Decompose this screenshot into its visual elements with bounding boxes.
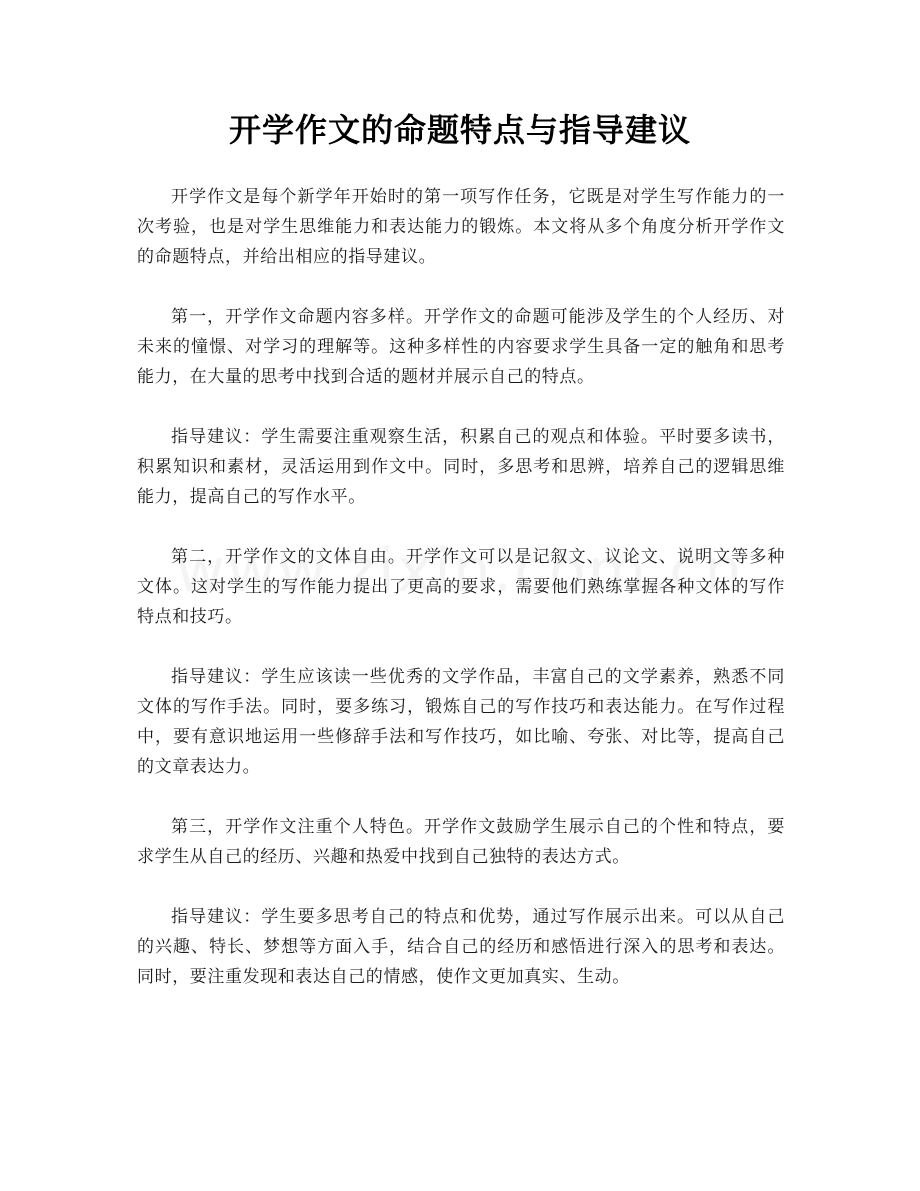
paragraph-point-1: 第一，开学作文命题内容多样。开学作文的命题可能涉及学生的个人经历、对未来的憧憬、对学习的理解等。这种多样性的内容要求学生具备一定的触角和思考能力，在大量的思考中找到合适的题材并展示自己的特点。 <box>137 307 785 387</box>
paragraph-point-3: 第三，开学作文注重个人特色。开学作文鼓励学生展示自己的个性和特点，要求学生从自己的经历、兴趣和热爱中找到自己独特的表达方式。 <box>137 817 785 867</box>
paragraph-intro: 开学作文是每个新学年开始时的第一项写作任务，它既是对学生写作能力的一次考验，也是对学生思维能力和表达能力的锻炼。本文将从多个角度分析开学作文的命题特点，并给出相应的指导建议。 <box>137 187 785 267</box>
page-title: 开学作文的命题特点与指导建议 <box>228 111 691 149</box>
document-body <box>137 182 785 1022</box>
paragraph-advice-3: 指导建议：学生要多思考自己的特点和优势，通过写作展示出来。可以从自己的兴趣、特长、梦想等方面入手，结合自己的经历和感悟进行深入的思考和表达。同时，要注重发现和表达自己的情感，使作文更加真实、生动。 <box>137 907 785 987</box>
paragraph-point-2: 第二，开学作文的文体自由。开学作文可以是记叙文、议论文、说明文等多种文体。这对学生的写作能力提出了更高的要求，需要他们熟练掌握各种文体的写作特点和技巧。 <box>137 547 785 627</box>
paragraph-advice-1: 指导建议：学生需要注重观察生活，积累自己的观点和体验。平时要多读书，积累知识和素材，灵活运用到作文中。同时，多思考和思辨，培养自己的逻辑思维能力，提高自己的写作水平。 <box>137 427 785 507</box>
paragraph-advice-2: 指导建议：学生应该读一些优秀的文学作品，丰富自己的文学素养，熟悉不同文体的写作手法。同时，要多练习，锻炼自己的写作技巧和表达能力。在写作过程中，要有意识地运用一些修辞手法和写作技巧，如比喻、夸张、对比等，提高自己的文章表达力。 <box>137 667 785 777</box>
